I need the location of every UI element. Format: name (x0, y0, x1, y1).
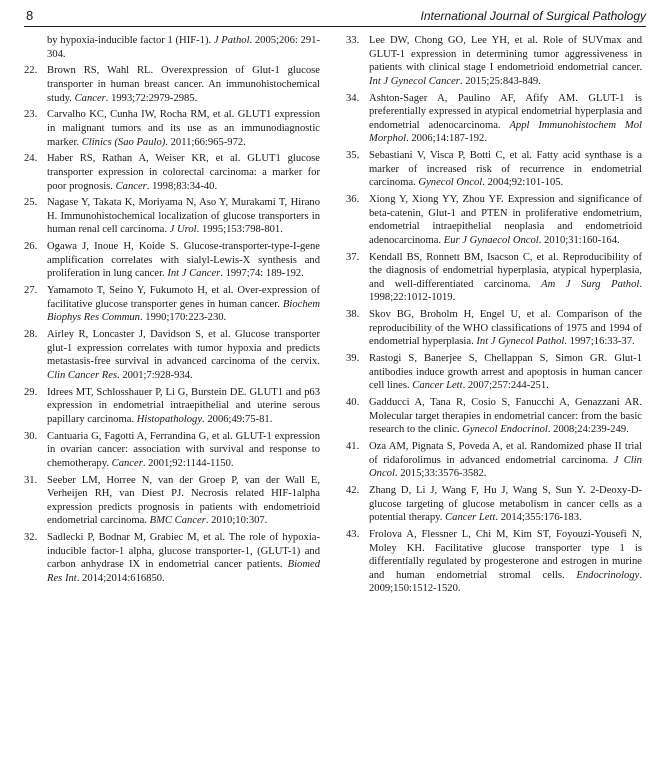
reference-journal: Gynecol Endocrinol (462, 424, 548, 436)
reference-citation: Seeber LM, Horree N, van der Groep P, van der Wall E, Verheijen RH, van Diest PJ. Necrosis related HIF-1alpha expression predicts prognosis in patients with endometrioid endometrial carcinoma. (47, 474, 320, 527)
reference-citation: Haber RS, Rathan A, Weiser KR, et al. GLUT1 glucose transporter expression in colorectal carcinoma: a marker for poor prognosis. (47, 153, 320, 192)
reference-entry (346, 528, 642, 596)
reference-citation: Zhang D, Li J, Wang F, Hu J, Wang S, Sun Y. 2-Deoxy-D-glucose targeting of glucose metabolism in cancer cells as a potential therapy. (369, 485, 642, 524)
reference-volume-pages: . 1995;153:798-801. (196, 224, 283, 236)
reference-journal: Clin Cancer Res (47, 369, 118, 381)
reference-journal: Appl Immunohistochem Mol Morphol (369, 119, 642, 145)
reference-citation: Nagase Y, Takata K, Moriyama N, Aso Y, Murakami T, Hirano H. Immunohistochemical localization of glucose transporters in human renal cell carcinoma. (47, 197, 320, 236)
reference-number: 31. (24, 474, 38, 486)
reference-text (47, 531, 320, 585)
reference-number: 41. (346, 441, 360, 453)
reference-volume-pages: . 2001;7:928-934. (117, 369, 193, 381)
reference-number: 34. (346, 92, 360, 104)
reference-text (47, 152, 320, 193)
reference-volume-pages: . 1993;72:2979-2985. (105, 92, 198, 104)
reference-journal: Gynecol Oncol (418, 177, 483, 189)
reference-citation: Frolova A, Flessner L, Chi M, Kim ST, Foyouzi-Yousefi N, Moley KH. Facilitative glucose transporter type 1 is differentially regulated by progesterone and estrogen in murine and human endometrial stromal cells. (369, 529, 642, 581)
reference-volume-pages: . 2006;14:187-192. (406, 133, 488, 145)
reference-journal: Cancer Lett (445, 512, 496, 524)
reference-citation: Idrees MT, Schlosshauer P, Li G, Burstein DE. GLUT1 and p63 expression in endometrial intraepithelial and uterine serous papillary carcinoma. (47, 386, 320, 425)
reference-number: 39. (346, 353, 360, 365)
reference-volume-pages: . 2010;31:160-164. (538, 234, 620, 246)
reference-text (47, 430, 320, 471)
reference-citation: Lee DW, Chong GO, Lee YH, et al. Role of SUVmax and GLUT-1 expression in determining tumor aggressiveness in patients with clinical stage I endometrioid endometrial cancer. (369, 35, 642, 74)
reference-entry (24, 284, 320, 325)
reference-number: 43. (346, 529, 360, 541)
reference-entry (346, 396, 642, 437)
reference-text (369, 440, 642, 481)
reference-number (24, 34, 47, 61)
reference-entry (24, 152, 320, 193)
reference-number: 42. (346, 485, 360, 497)
reference-text (47, 240, 320, 281)
reference-citation: Yamamoto T, Seino Y, Fukumoto H, et al. Over-expression of facilitative glucose transporter genes in human cancer. (47, 285, 320, 310)
reference-text (369, 528, 642, 596)
reference-number: 25. (24, 197, 38, 209)
reference-text (47, 34, 320, 61)
reference-citation: Ashton-Sager A, Paulino AF, Afify AM. GLUT-1 is preferentially expressed in atypical endometrial hyperplasia and endometrial adenocarcinoma. (369, 92, 642, 131)
reference-volume-pages: . 1998;83:34-40. (146, 180, 218, 192)
reference-volume-pages: . 2001;92:1144-1150. (142, 457, 234, 469)
reference-journal: J Urol (169, 224, 197, 236)
reference-entry (346, 484, 642, 525)
reference-citation: Gadducci A, Tana R, Cosio S, Fanucchi A, Genazzani AR. Molecular target therapies in endometrial cancer: from the basic research to the clinic. (369, 397, 642, 436)
reference-journal: BMC Cancer (149, 515, 206, 527)
reference-volume-pages: . 2015;25:843-849. (459, 75, 541, 87)
reference-text (47, 474, 320, 528)
reference-journal: Biomed Res Int (47, 559, 320, 585)
reference-volume-pages: . 2005;206: 291-304. (47, 35, 320, 60)
reference-volume-pages: . 1998;22:1012-1019. (369, 278, 642, 304)
reference-citation: Cantuaria G, Fagotti A, Ferrandina G, et al. GLUT-1 expression in ovarian cancer: association with survival and response to chemotherapy. (47, 430, 320, 469)
reference-text (369, 484, 642, 525)
reference-text (47, 196, 320, 237)
reference-text (47, 386, 320, 427)
reference-number: 35. (346, 150, 360, 162)
reference-number: 26. (24, 241, 38, 253)
reference-volume-pages: . 2015;33:3576-3582. (394, 468, 487, 480)
reference-volume-pages: . 2011;66:965-972. (165, 136, 246, 148)
reference-volume-pages: . 2014;2014:616850. (76, 573, 165, 585)
reference-number: 28. (24, 329, 38, 341)
reference-citation: Brown RS, Wahl RL. Overexpression of Glut-1 glucose transporter in human breast cancer. An immunohistochemical study. (47, 65, 320, 104)
reference-entry (346, 308, 642, 349)
reference-entry (346, 251, 642, 305)
reference-text (369, 352, 642, 393)
reference-entry (24, 430, 320, 471)
reference-number: 29. (24, 386, 38, 398)
page-number: 8 (26, 8, 34, 23)
reference-text (369, 92, 642, 146)
reference-number: 36. (346, 194, 360, 206)
reference-journal: Int J Gynecol Cancer (369, 75, 460, 87)
reference-journal: Cancer (74, 92, 106, 104)
reference-number: 22. (24, 65, 38, 77)
reference-entry (24, 34, 320, 61)
reference-volume-pages: . 2006;49:75-81. (202, 413, 273, 425)
reference-entry (346, 440, 642, 481)
reference-number: 32. (24, 532, 38, 544)
reference-entry (346, 34, 642, 88)
reference-entry (24, 64, 320, 105)
reference-text (369, 396, 642, 437)
reference-entry (24, 108, 320, 149)
reference-journal: Int J Gynecol Pathol (476, 336, 565, 348)
reference-citation: Ogawa J, Inoue H, Koide S. Glucose-transporter-type-I-gene amplification correlates with sialyl-Lewis-X synthesis and proliferation in lung cancer. (47, 241, 320, 280)
reference-number: 27. (24, 285, 38, 297)
reference-entry (346, 92, 642, 146)
reference-citation: Sadlecki P, Bodnar M, Grabiec M, et al. The role of hypoxia-inducible factor-1 alpha, glucose transporter-1, (GLUT-1) and carbon anhydrase IX in endometrial cancer patients. (47, 532, 320, 571)
reference-citation: Carvalho KC, Cunha IW, Rocha RM, et al. GLUT1 expression in malignant tumors and its use as an immunodiagnostic marker. (47, 109, 320, 148)
reference-journal: Eur J Gynaecol Oncol (443, 234, 539, 246)
reference-number: 38. (346, 309, 360, 321)
reference-text (47, 284, 320, 325)
reference-citation: Skov BG, Broholm H, Engel U, et al. Comparison of the reproducibility of the WHO classifications of 1975 and 1994 of endometrial hyperplasia. (369, 309, 642, 348)
reference-entry (24, 240, 320, 281)
reference-citation: Oza AM, Pignata S, Poveda A, et al. Randomized phase II trial of ridaforolimus in advanced endometrial carcinoma. (369, 441, 642, 466)
reference-number: 37. (346, 251, 360, 263)
reference-text (369, 149, 642, 190)
reference-number: 40. (346, 397, 360, 409)
reference-entry (346, 149, 642, 190)
reference-number: 24. (24, 153, 38, 165)
reference-volume-pages: . 2014;355:176-183. (495, 512, 582, 524)
reference-text (47, 108, 320, 149)
reference-number: 23. (24, 109, 38, 121)
reference-number: 33. (346, 35, 360, 46)
reference-text (369, 251, 642, 305)
reference-text (47, 64, 320, 105)
reference-journal: Clinics (Sao Paulo) (81, 136, 166, 148)
reference-text (369, 308, 642, 349)
references-left-column (24, 34, 320, 589)
reference-journal: Endocrinology (576, 569, 640, 581)
reference-citation: by hypoxia-inducible factor 1 (HIF-1). (47, 35, 214, 46)
reference-citation: Airley R, Loncaster J, Davidson S, et al. Glucose transporter glut-1 expression correlates with tumor hypoxia and predicts metastasis-free survival in advanced carcinoma of the cervix. (47, 329, 320, 368)
reference-volume-pages: . 2010;10:307. (205, 515, 268, 527)
reference-text (369, 34, 642, 88)
reference-volume-pages: . 1997;74: 189-192. (220, 268, 304, 280)
reference-text (369, 193, 642, 247)
references-right-column (346, 34, 642, 599)
reference-citation: Xiong Y, Xiong YY, Zhou YF. Expression and significance of beta-catenin, Glut-1 and PTEN in proliferative endometrium, endometrial intraepithelial neoplasia and endometrioid adenocarcinoma. (369, 194, 642, 246)
reference-journal: Biochem Biophys Res Commun (47, 298, 320, 324)
reference-journal: Cancer (115, 180, 147, 192)
reference-journal: Histopathology (136, 413, 203, 425)
reference-volume-pages: . 2004;92:101-105. (482, 177, 564, 189)
reference-journal: Cancer Lett (412, 380, 463, 392)
reference-citation: Sebastiani V, Visca P, Botti C, et al. Fatty acid synthase is a marker of increased risk of recurrence in endometrial carcinoma. (369, 150, 642, 189)
reference-text (47, 328, 320, 382)
reference-entry (24, 386, 320, 427)
reference-volume-pages: . 1997;16:33-37. (564, 336, 635, 348)
reference-citation: Rastogi S, Banerjee S, Chellappan S, Simon GR. Glut-1 antibodies induce growth arrest and apoptosis in human cancer cell lines. (369, 353, 642, 392)
reference-journal: Int J Cancer (167, 268, 221, 280)
reference-volume-pages: . 2007;257:244-251. (462, 380, 549, 392)
reference-citation: Kendall BS, Ronnett BM, Isacson C, et al. Reproducibility of the diagnosis of endometrial hyperplasia, atypical hyperplasia, and well-differentiated carcinoma. (369, 251, 642, 290)
reference-entry (346, 193, 642, 247)
reference-entry (24, 474, 320, 528)
reference-journal: Cancer (111, 457, 143, 469)
journal-title: International Journal of Surgical Pathology (420, 9, 646, 23)
reference-journal: J Clin Oncol (369, 454, 642, 480)
reference-volume-pages: . 2008;24:239-249. (547, 424, 629, 436)
reference-volume-pages: . 1990;170:223-230. (139, 312, 227, 324)
reference-journal: Am J Surg Pathol (541, 278, 640, 290)
reference-journal: J Pathol (213, 35, 250, 46)
reference-entry (24, 531, 320, 585)
page-header (24, 0, 646, 27)
reference-number: 30. (24, 430, 38, 442)
reference-entry (24, 328, 320, 382)
reference-entry (346, 352, 642, 393)
reference-volume-pages: . 2009;150:1512-1520. (369, 569, 642, 595)
reference-entry (24, 196, 320, 237)
